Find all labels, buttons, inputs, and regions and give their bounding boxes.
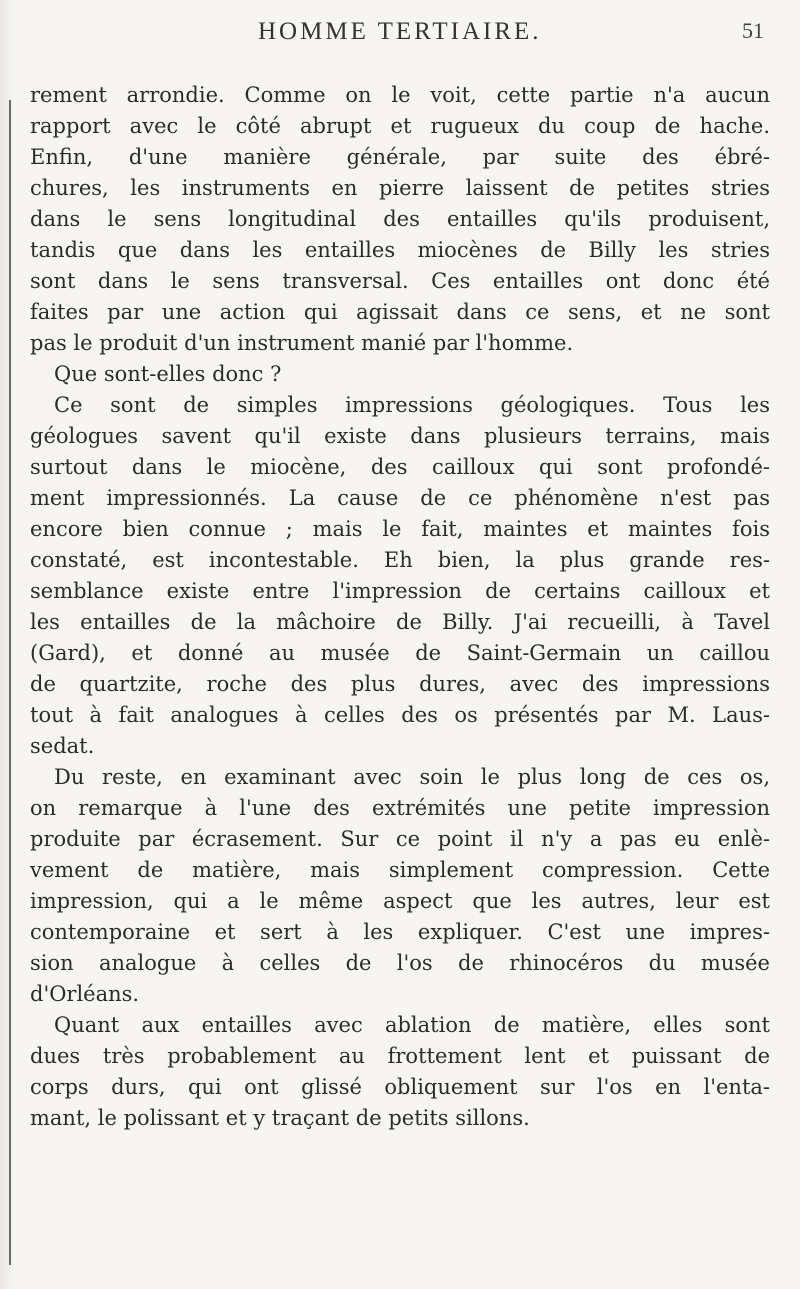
text-line: corps durs, qui ont glissé obliquement sur l'os en l'enta- [30,1075,770,1099]
text-line: Ce sont de simples impressions géologiques. Tous les [54,393,770,417]
text-line: géologues savent qu'il existe dans plusieurs terrains, mais [30,424,770,448]
running-head [0,12,800,52]
page-gutter [0,0,14,1289]
text-line: Enfin, d'une manière générale, par suite des ébré- [30,145,770,169]
text-line: pas le produit d'un instrument manié par l'homme. [30,331,574,355]
text-line: rapport avec le côté abrupt et rugueux du coup de hache. [30,114,770,138]
text-line: on remarque à l'une des extrémités une petite impression [30,796,770,820]
text-line: encore bien connue ; mais le fait, maintes et maintes fois [30,517,770,541]
paragraph [30,762,770,1010]
text-line: tout à fait analogues à celles des os présentés par M. Laus- [30,703,770,727]
text-line: contemporaine et sert à les expliquer. C'est une impres- [30,920,770,944]
text-line: tandis que dans les entailles miocènes de Billy les stries [30,238,770,262]
text-line: Quant aux entailles avec ablation de matière, elles sont [54,1013,770,1037]
text-line: impression, qui a le même aspect que les autres, leur est [30,889,770,913]
text-line: vement de matière, mais simplement compression. Cette [30,858,770,882]
text-line: d'Orléans. [30,982,140,1006]
text-line: constaté, est incontestable. Eh bien, la plus grande res- [30,548,770,572]
text-line: faites par une action qui agissait dans ce sens, et ne sont [30,300,770,324]
text-line: sont dans le sens transversal. Ces entailles ont donc été [30,269,770,293]
running-title: HOMME TERTIAIRE. [258,18,542,45]
text-line: les entailles de la mâchoire de Billy. J'ai recueilli, à Tavel [30,610,770,634]
text-line: dans le sens longitudinal des entailles qu'ils produisent, [30,207,770,231]
text-line: surtout dans le miocène, des cailloux qui sont profondé- [30,455,770,479]
text-line: rement arrondie. Comme on le voit, cette partie n'a aucun [30,83,770,107]
text-line: Que sont-elles donc ? [54,362,282,386]
paragraph [30,390,770,762]
text-line: sedat. [30,734,95,758]
text-line: chures, les instruments en pierre laissent de petites stries [30,176,770,200]
paragraph [30,1010,770,1134]
text-line: semblance existe entre l'impression de certains cailloux et [30,579,770,603]
text-line: mant, le polissant et y traçant de petits sillons. [30,1106,530,1130]
binding-margin-line [9,100,11,1265]
text-line: ment impressionnés. La cause de ce phénomène n'est pas [30,486,770,510]
text-line: de quartzite, roche des plus dures, avec des impressions [30,672,770,696]
body-text [30,80,770,1134]
paragraph [30,80,770,359]
paragraph [30,359,770,390]
text-line: produite par écrasement. Sur ce point il n'y a pas eu enlè- [30,827,770,851]
text-line: sion analogue à celles de l'os de rhinocéros du musée [30,951,770,975]
page-number: 51 [742,18,764,43]
text-line: Du reste, en examinant avec soin le plus long de ces os, [54,765,770,789]
text-line: dues très probablement au frottement lent et puissant de [30,1044,770,1068]
text-line: (Gard), et donné au musée de Saint-Germain un caillou [30,641,770,665]
